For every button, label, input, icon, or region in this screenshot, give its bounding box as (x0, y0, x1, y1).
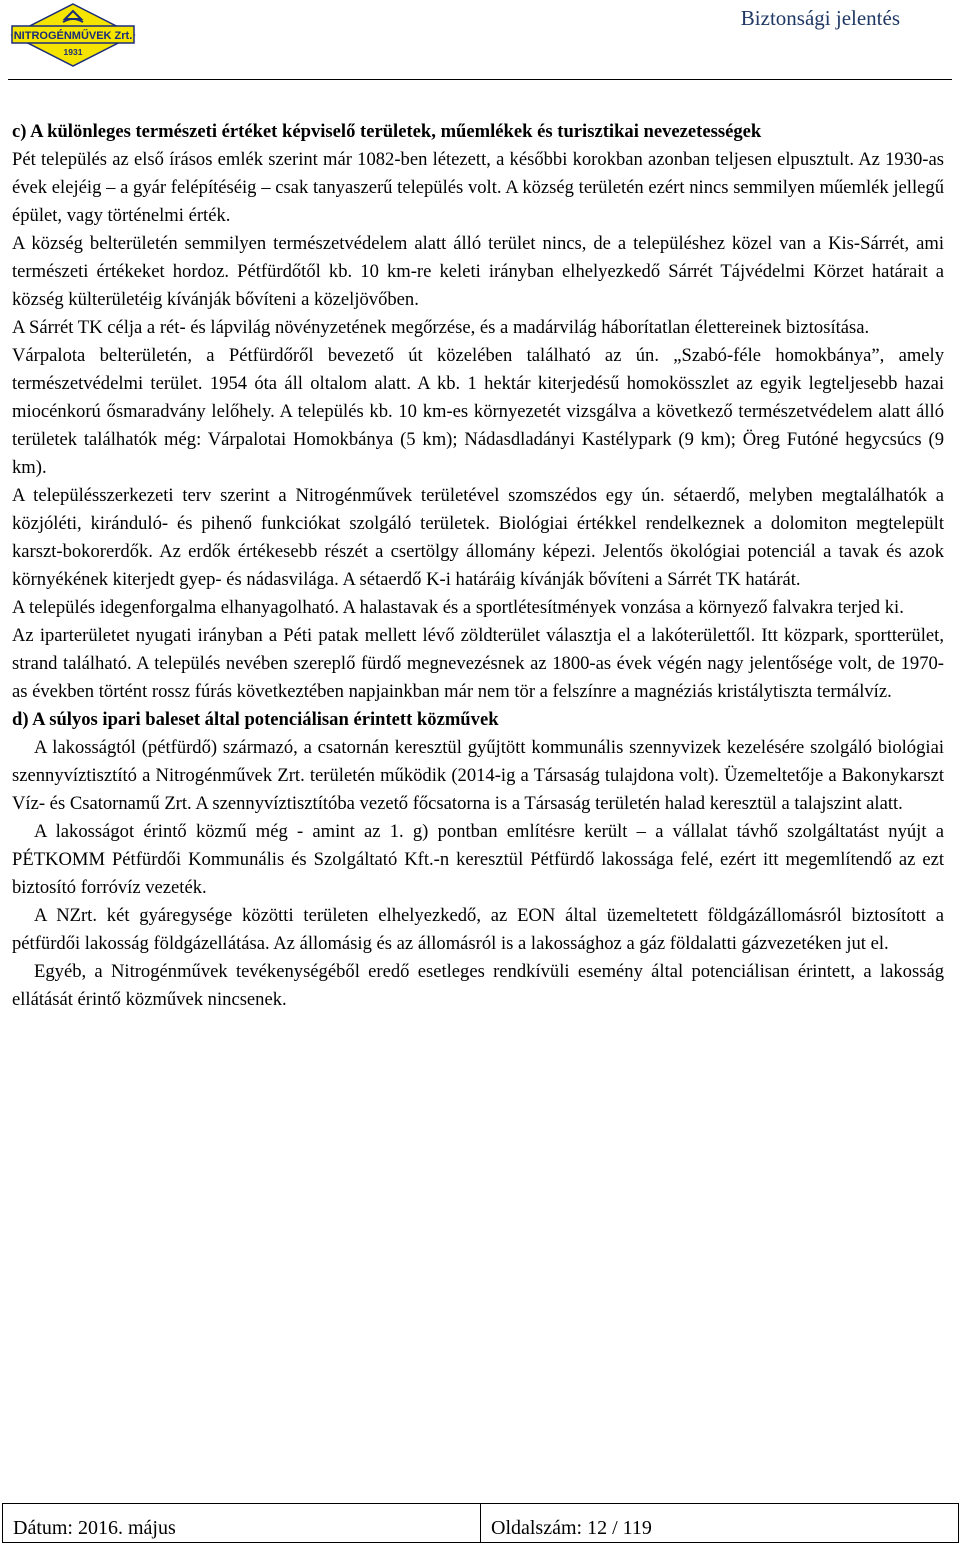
header-divider (8, 79, 952, 80)
section-d-paragraph: A lakosságtól (pétfürdő) származó, a csatornán keresztül gyűjtött kommunális szennyvizek kezelésére szolgáló biológiai szennyvíztisztító a Nitrogénművek Zrt. területén működik (2014-ig a Társaság tulajdona volt). Üzemeltetője a Bakonykarszt Víz- és Csatornamű Zrt. A szennyvíztisztítóba vezető főcsatorna is a Társaság területén halad keresztül a talajszint alatt. (12, 737, 944, 814)
logo-company-text: NITROGÉNMŰVEK Zrt. (13, 30, 133, 42)
logo-year-text: 1931 (63, 47, 83, 57)
section-d-paragraph: A lakosságot érintő közmű még - amint az 1. g) pontban említésre került – a vállalat távhő szolgáltatást nyújt a PÉTKOMM Pétfürdői Kommunális és Szolgáltató Kft.-n keresztül Pétfürdő lakossága felé, ezért itt megemlítendő az ezt biztosító forróvíz vezeték. (12, 821, 944, 898)
section-d-paragraph: Egyéb, a Nitrogénművek tevékenységéből eredő esetleges rendkívüli esemény által potenciálisan érintett, a lakosság ellátását érintő közművek nincsenek. (12, 961, 944, 1010)
footer-page-number: Oldalszám: 12 / 119 (491, 1517, 652, 1539)
section-c-paragraph: A község belterületén semmilyen természetvédelem alatt álló terület nincs, de a településhez közel van a Kis-Sárrét, ami természeti értékeket hordoz. Pétfürdőtől kb. 10 km-re keleti irányban elhelyezkedő Sárrét Tájvédelmi Körzet határait a község külterületéig kívánják bővíteni a közeljövőben. (12, 233, 944, 310)
section-c-paragraph: Az iparterületet nyugati irányban a Péti patak mellett lévő zöldterület választja el a lakóterülettől. Itt közpark, sportterület, strand található. A település nevében szereplő fürdő megnevezésnek az 1800-as évek végén nagy jelentősége volt, de 1970-as években történt rossz fúrás következtében napjainkban már nem tör a felszínre a magnéziás kristálytiszta termálvíz. (12, 625, 944, 702)
section-c-paragraph: A településszerkezeti terv szerint a Nitrogénművek területével szomszédos egy ún. sétaerdő, melyben megtalálhatók a közjóléti, kiránduló- és pihenő funkciókat szolgáló területek. Biológiai értékkel rendelkeznek a dolomiton megtelepült karszt-bokorerdők. Az erdők értékesebb részét a csertölgy állomány képezi. Jelentős ökológiai potenciál a tavak és azok környékének kiterjedt gyep- és nádasvilága. A sétaerdő K-i határáig kívánják bővíteni a Sárrét TK határát. (12, 485, 944, 590)
section-c-paragraph: Pét település az első írásos emlék szerint már 1082-ben létezett, a későbbi korokban azonban teljesen elpusztult. Az 1930-as évek elejéig – a gyár felépítéséig – csak tanyaszerű település volt. A község területén ezért nincs semmilyen műemlék jellegű épület, vagy történelmi érték. (12, 149, 944, 226)
document-title: Biztonsági jelentés (740, 6, 900, 30)
footer-date: Dátum: 2016. május (3, 1504, 481, 1542)
section-c-paragraph: A település idegenforgalma elhanyagolható. A halastavak és a sportlétesítmények vonzása a környező falvakra terjed ki. (12, 597, 904, 618)
company-logo (8, 2, 138, 68)
section-c-paragraph: Várpalota belterületén, a Pétfürdőről bevezető út közelében található az ún. „Szabó-féle homokbánya”, amely természetvédelmi terület. 1954 óta áll oltalom alatt. A kb. 1 hektár kiterjedésű homokösszlet az egyik legteljesebb hazai miocénkorú ősmaradvány lelőhely. A település kb. 10 km-es környezetét vizsgálva a következő természetvédelem alatt álló területek találhatók még: Várpalotai Homokbánya (5 km); Nádasdladányi Kastélypark (9 km); Öreg Futóné hegycsúcs (9 km). (12, 345, 944, 478)
section-d-heading: d) A súlyos ipari baleset által potenciálisan érintett közművek (12, 709, 499, 730)
section-d-paragraph: A NZrt. két gyáregysége közötti területen elhelyezkedő, az EON által üzemeltetett földgázállomásról biztosított a pétfürdői lakosság földgázellátása. Az állomásig és az állomásról is a lakossághoz a gáz földalatti gázvezetéken jut el. (12, 905, 944, 954)
page-footer (2, 1503, 959, 1543)
section-c-paragraph: A Sárrét TK célja a rét- és lápvilág növényzetének megőrzése, és a madárvilág háborítatlan élettereinek biztosítása. (12, 317, 870, 338)
document-body (12, 118, 944, 1014)
section-c-heading: c) A különleges természeti értéket képviselő területek, műemlékek és turisztikai nevezetességek (12, 121, 762, 142)
